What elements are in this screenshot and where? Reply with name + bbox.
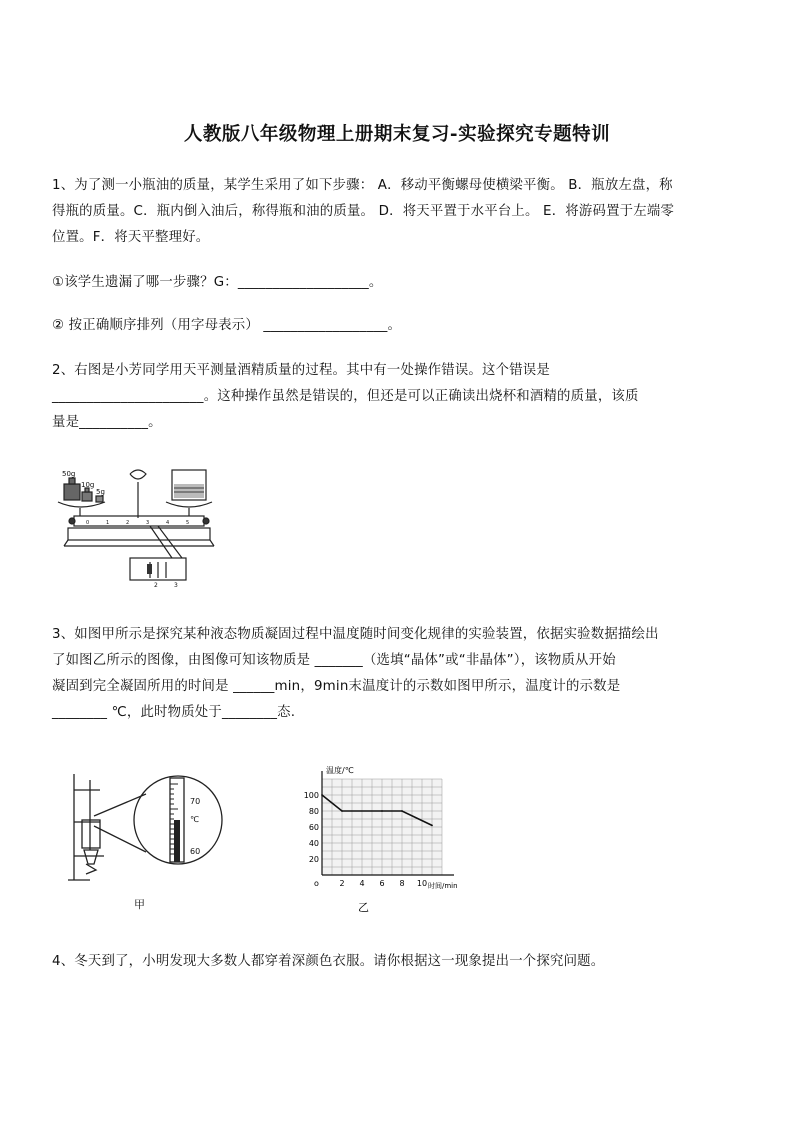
scale-mark-5: 5	[186, 520, 190, 526]
x-tick-label: 10	[416, 879, 428, 888]
label-50g: 50g	[62, 470, 76, 478]
x-tick-label: 6	[379, 879, 385, 888]
data-point	[341, 810, 343, 812]
y-tick-label: 40	[308, 839, 319, 848]
q1-line-2: 得瓶的质量。C．瓶内倒入油后，称得瓶和油的质量。 D．将天平置于水平台上。 E．将游码置于左端零	[52, 204, 675, 219]
burner-icon	[84, 850, 98, 864]
question-4	[52, 949, 742, 975]
data-point	[381, 810, 383, 812]
scale-mark-0: 0	[86, 520, 90, 526]
q3-line-3: 凝固到完全凝固所用的时间是 ______min，9min末温度计的示数如图甲所示，温度计的示数是	[52, 679, 621, 694]
question-1	[52, 173, 742, 251]
q1-sub-2	[52, 313, 742, 339]
q1-sub-2-text: ② 按正确顺序排列（用字母表示） __________________。	[52, 318, 402, 333]
weight-10g-icon	[82, 492, 92, 501]
label-5g: 5g	[96, 488, 105, 496]
q4-line-1: 4、冬天到了，小明发现大多数人都穿着深颜色衣服。请你根据这一现象提出一个探究问题。	[52, 954, 605, 969]
y-tick-label: 100	[303, 791, 319, 800]
x-axis-label: 时间/min	[428, 882, 458, 890]
pointer-top	[130, 470, 146, 479]
question-3	[52, 622, 742, 726]
y-tick-label: 20	[308, 855, 319, 864]
zoom-mark-2: 2	[154, 582, 158, 589]
balance-beam	[74, 516, 204, 526]
q3-line-1: 3、如图甲所示是探究某种液态物质凝固过程中温度随时间变化规律的实验装置，依据实验数据描绘出	[52, 627, 659, 642]
thermo-mark-60: 60	[190, 847, 201, 856]
q1-line-3: 位置。F．将天平整理好。	[52, 230, 210, 245]
origin-label: o	[314, 879, 319, 888]
q1-sub-1-text: ①该学生遗漏了哪一步骤？G：___________________。	[52, 275, 383, 290]
x-tick-label: 8	[399, 879, 405, 888]
q1-sub-1	[52, 270, 742, 296]
label-10g: 10g	[81, 481, 95, 489]
x-tick-label: 4	[359, 879, 365, 888]
data-point	[401, 810, 403, 812]
caption-yi: 乙	[358, 901, 369, 914]
x-tick-label: 2	[339, 879, 345, 888]
scale-mark-1: 1	[106, 520, 110, 526]
left-pan	[58, 502, 105, 507]
y-axis-label: 温度/℃	[326, 766, 354, 775]
y-tick-label: 80	[308, 807, 319, 816]
q2-line-1: 2、右图是小芳同学用天平测量酒精质量的过程。其中有一处操作错误。这个错误是	[52, 363, 550, 378]
zoom-mark-3: 3	[174, 582, 178, 589]
scale-mark-4: 4	[166, 520, 170, 526]
rider-icon	[147, 564, 152, 574]
page-title: 人教版八年级物理上册期末复习-实验探究专题特训	[183, 124, 611, 145]
data-point	[321, 794, 323, 796]
question-2	[52, 358, 742, 436]
scale-mark-3: 3	[146, 520, 150, 526]
y-tick-label: 60	[308, 823, 319, 832]
q1-line-1: 1、为了测一小瓶油的质量，某学生采用了如下步骤： A．移动平衡螺母使横梁平衡。 B．瓶放左盘，称	[52, 178, 673, 193]
q3-line-4: ________ ℃，此时物质处于________态.	[52, 705, 296, 720]
figure-yi-chart	[296, 757, 468, 915]
figure-jia-apparatus	[60, 760, 230, 915]
q2-line-2: ______________________。这种操作虽然是错误的，但还是可以正确读出烧杯和酒精的质量，该质	[52, 389, 639, 404]
balance-figure	[50, 462, 220, 592]
data-point	[431, 825, 433, 827]
mercury-column	[174, 820, 180, 862]
q3-line-2: 了如图乙所示的图像，由图像可知该物质是 _______（选填“晶体”或“非晶体”），该物质从开始	[52, 653, 616, 668]
thermo-mark-unit: ℃	[190, 815, 199, 824]
test-tube-icon	[82, 820, 100, 848]
thermo-mark-70: 70	[190, 797, 201, 806]
scale-mark-2: 2	[126, 520, 130, 526]
weight-5g-icon	[96, 496, 103, 502]
weight-50g-icon	[64, 484, 80, 500]
balance-base	[68, 528, 210, 540]
right-pan	[166, 502, 212, 507]
caption-jia: 甲	[134, 898, 145, 911]
q2-line-3: 量是__________。	[52, 415, 162, 430]
